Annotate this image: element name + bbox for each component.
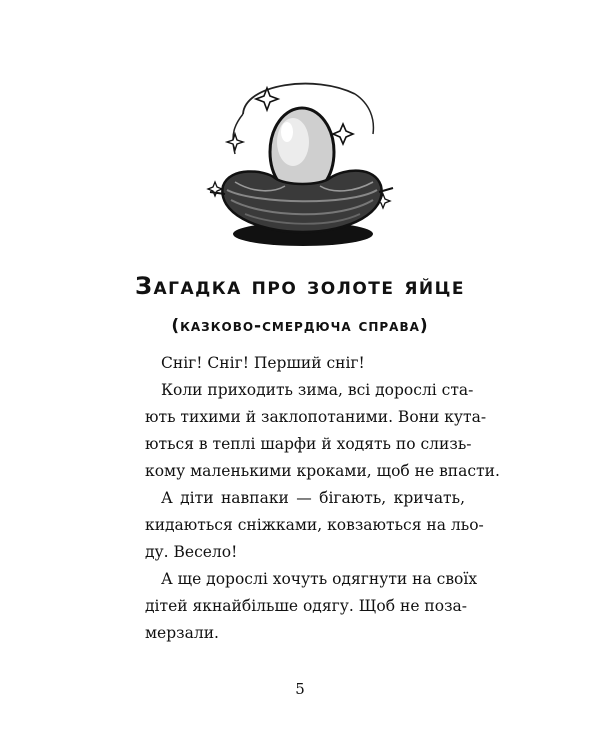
text-line: А діти навпаки — бігають, кричать, xyxy=(161,489,465,507)
egg-in-nest-icon xyxy=(205,74,395,254)
text-line: ду. Весело! xyxy=(145,543,238,561)
chapter-title: Загадка про золоте яйце xyxy=(134,272,466,300)
text-line: ють тихими й заклопотаними. Вони кута- xyxy=(145,408,487,426)
page-number: 5 xyxy=(295,680,305,698)
text-line: Коли приходить зима, всі дорослі ста- xyxy=(161,381,474,399)
body-text xyxy=(145,350,500,647)
text-line: Сніг! Сніг! Перший сніг! xyxy=(161,354,365,372)
text-line: А ще дорослі хочуть одягнути на своїх xyxy=(161,570,478,588)
text-line: дітей якнайбільше одягу. Щоб не поза- xyxy=(145,597,468,615)
text-line: кому маленькими кроками, щоб не впасти. xyxy=(145,462,500,480)
text-line: мерзали. xyxy=(145,624,219,642)
text-line: кидаються сніжками, ковзаються на льо- xyxy=(145,516,484,534)
chapter-subtitle: (казково-смердюча справа) xyxy=(171,316,429,336)
text-line: ються в теплі шарфи й ходять по слизь- xyxy=(145,435,472,453)
